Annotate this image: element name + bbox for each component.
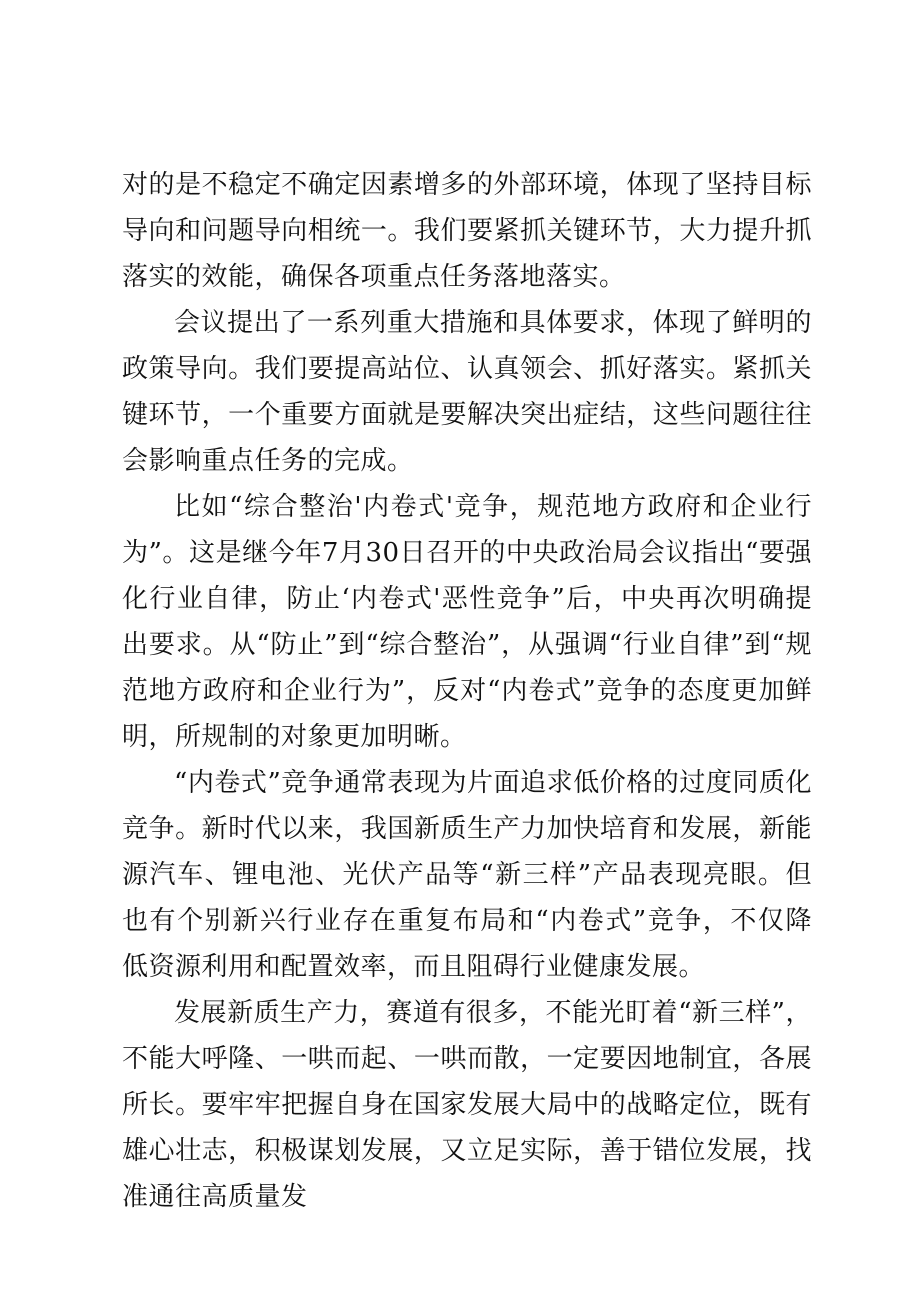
- paragraph-5: 发展新质生产力，赛道有很多，不能光盯着“新三样”，不能大呼隆、一哄而起、一哄而散，一定要因地制宜，各展所长。要牢牢把握自身在国家发展大局中的战略定位，既有雄心壮志，积极谋划发展，又立足实际，善于错位发展，找准通往高质量发: [122, 998, 812, 1212]
- paragraph-1: 对的是不稳定不确定因素增多的外部环境，体现了坚持目标导向和问题导向相统一。我们要紧抓关键环节，大力提升抓落实的效能，确保各项重点任务落地落实。: [122, 170, 812, 292]
- paragraph-4: “内卷式”竞争通常表现为片面追求低价格的过度同质化竞争。新时代以来，我国新质生产力加快培育和发展，新能源汽车、锂电池、光伏产品等“新三样”产品表现亮眼。但也有个别新兴行业存在重复布局和“内卷式”竞争，不仅降低资源利用和配置效率，而且阻碍行业健康发展。: [122, 768, 812, 982]
- paragraph-3: 比如“综合整治'内卷式'竞争，规范地方政府和企业行为”。这是继今年7月30日召开的中央政治局会议指出“要强化行业自律，防止‘内卷式'恶性竞争”后，中央再次明确提出要求。从“防止”到“综合整治”，从强调“行业自律”到“规范地方政府和企业行为”，反对“内卷式”竞争的态度更加鲜明，所规制的对象更加明晰。: [122, 492, 812, 752]
- document-body: [122, 162, 812, 1220]
- paragraph-2: 会议提出了一系列重大措施和具体要求，体现了鲜明的政策导向。我们要提高站位、认真领会、抓好落实。紧抓关键环节，一个重要方面就是要解决突出症结，这些问题往往会影响重点任务的完成。: [122, 308, 812, 476]
